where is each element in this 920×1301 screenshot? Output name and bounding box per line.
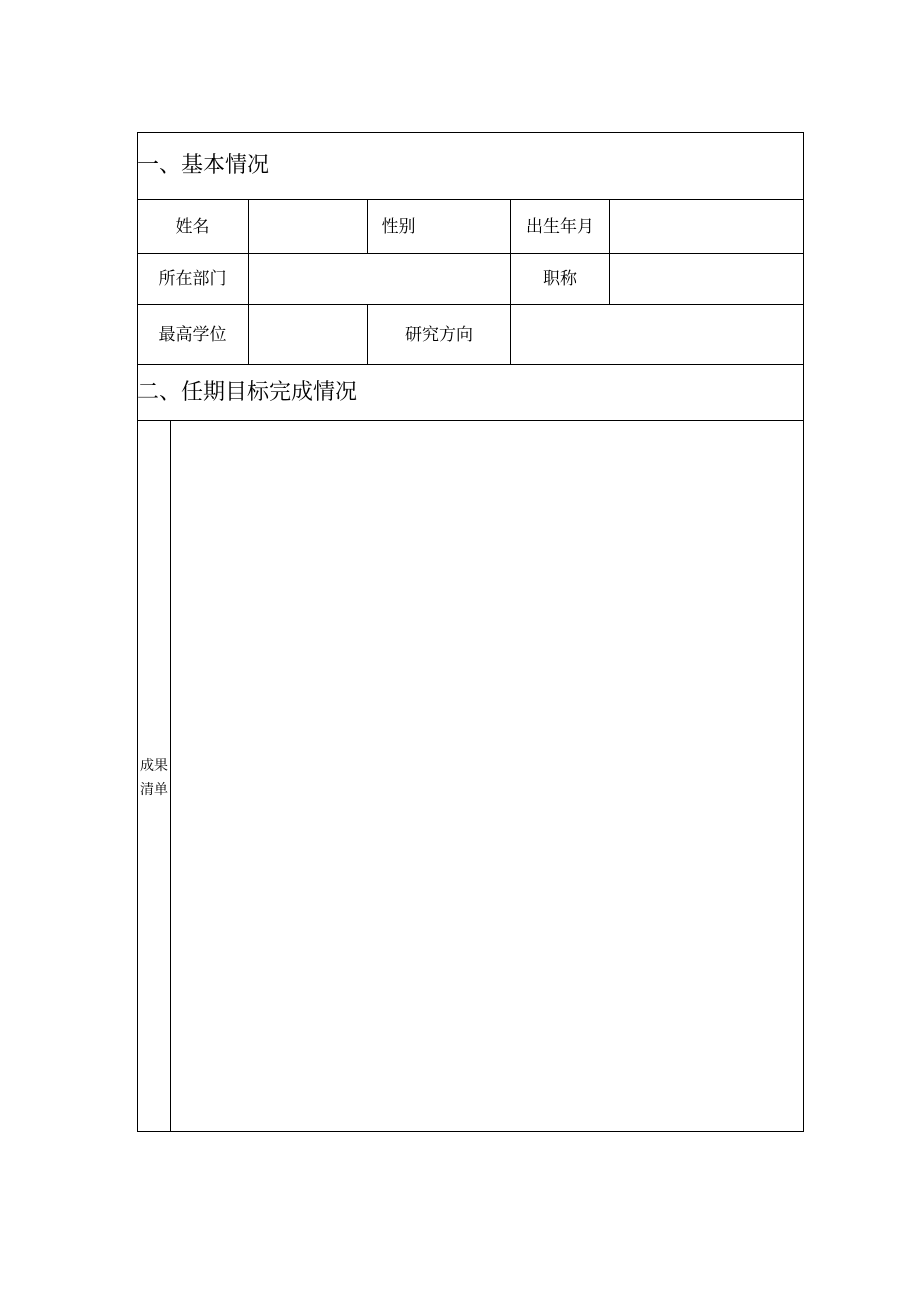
- department-label: 所在部门: [158, 269, 227, 289]
- achievement-list-label-line2: 清单: [140, 782, 168, 798]
- border-top: [137, 132, 804, 133]
- birth-label: 出生年月: [526, 217, 594, 237]
- gender-field[interactable]: [429, 200, 510, 253]
- gender-label: 性别: [381, 217, 416, 237]
- name-field[interactable]: [249, 200, 367, 253]
- birth-field[interactable]: [610, 200, 803, 253]
- achievement-list-label: [137, 754, 171, 802]
- section-goals-title: 二、任期目标完成情况: [137, 380, 358, 405]
- name-label: 姓名: [175, 217, 210, 237]
- research-field[interactable]: [511, 305, 803, 364]
- title-label: 职称: [543, 269, 577, 289]
- achievement-list-field[interactable]: [171, 421, 803, 1131]
- achievement-list-label-line1: 成果: [140, 758, 168, 774]
- degree-label: 最高学位: [158, 325, 227, 345]
- border-right: [803, 132, 804, 1132]
- research-label: 研究方向: [405, 325, 473, 345]
- title-field[interactable]: [610, 254, 803, 304]
- border-bottom: [137, 1131, 804, 1132]
- section-basic-info-title: 一、基本情况: [137, 153, 270, 178]
- evaluation-form: [137, 132, 804, 1132]
- degree-field[interactable]: [249, 305, 367, 364]
- department-field[interactable]: [249, 254, 510, 304]
- row-divider: [137, 364, 804, 365]
